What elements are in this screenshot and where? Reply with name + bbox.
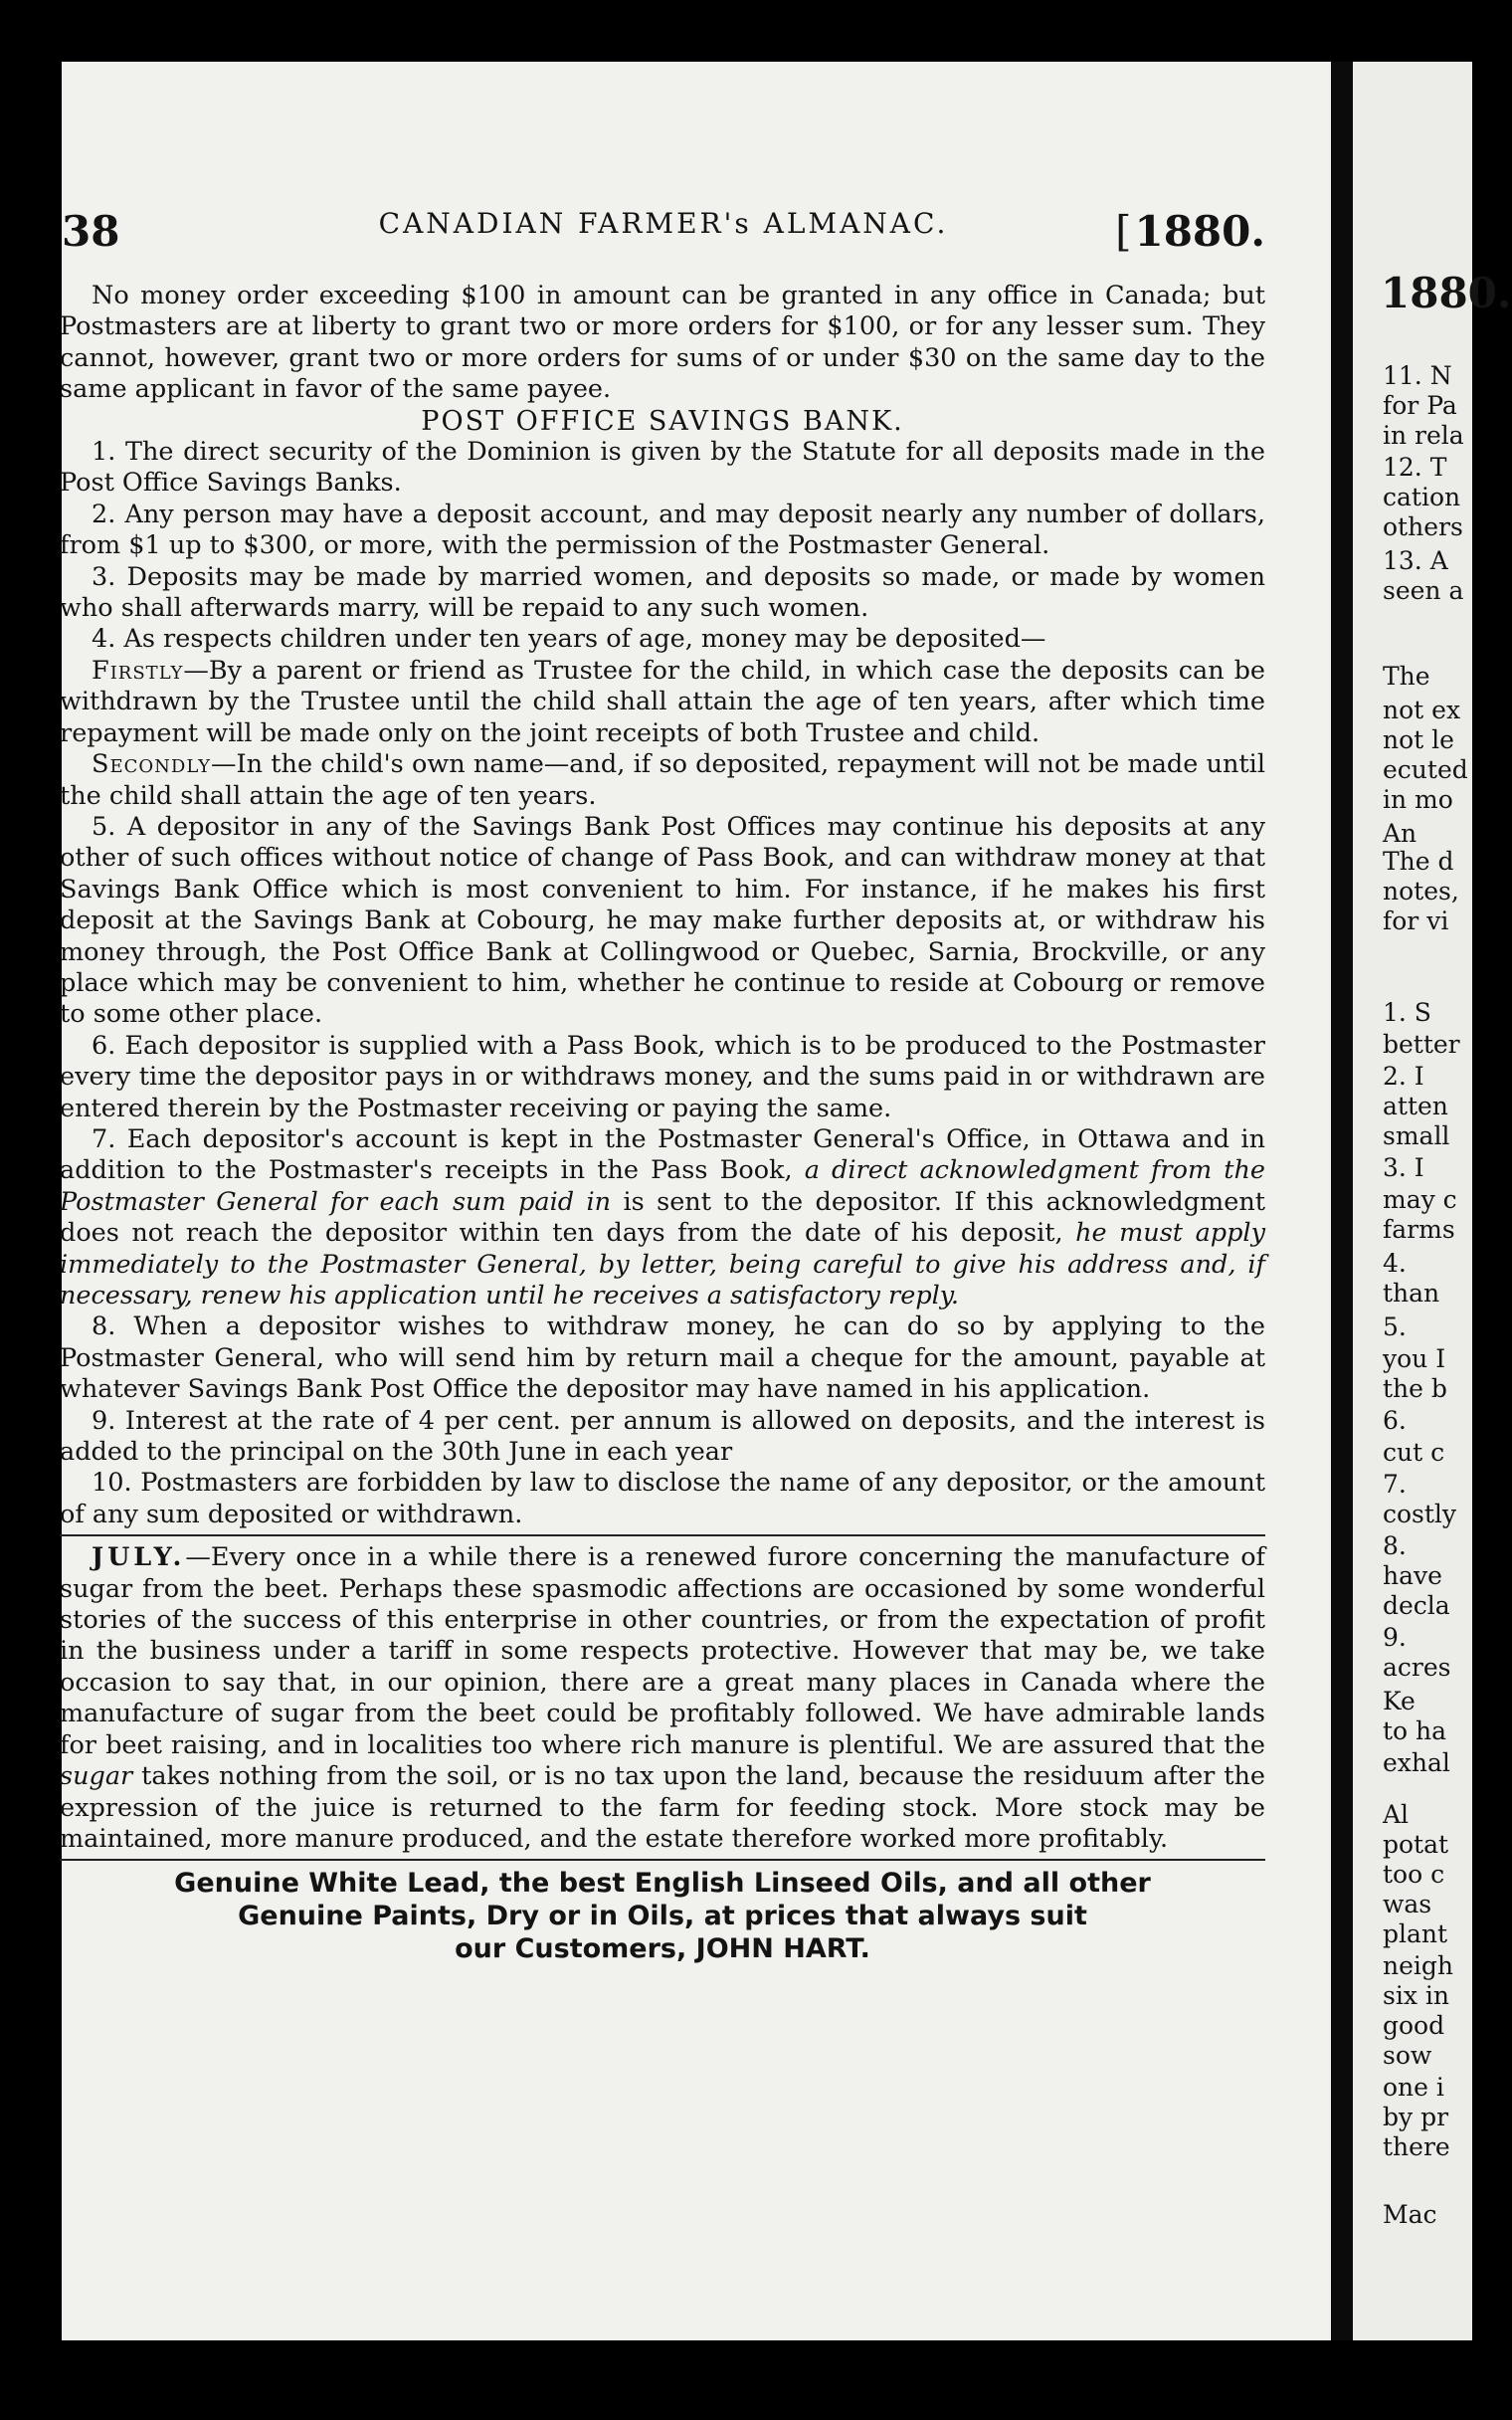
facing-page-strip [1353, 62, 1512, 2340]
page-number: 38 [62, 207, 120, 256]
facing-page-fragment: 8. [1383, 1531, 1407, 1560]
rule-7-part-c: is sent to the depositor. If this acknowledgment does not reach the depositor within ten days from the date of his deposit, [60, 1186, 1265, 1249]
firstly-label: Firstly [92, 655, 184, 686]
facing-page-fragment: six in [1383, 1981, 1449, 2010]
secondly-text: —In the child's own name—and, if so deposited, repayment will not be made until the child shall attain the age of ten years. [60, 749, 1265, 811]
facing-page-fragment: 11. N [1383, 361, 1452, 390]
facing-page-fragment: too c [1383, 1860, 1445, 1889]
rule-7-italic-a: a direct acknowledgment from the Postmaster General for each sum paid in [60, 1155, 1266, 1217]
facing-page-fragment: have [1383, 1561, 1442, 1590]
facing-page-fragment: plant [1383, 1919, 1448, 1948]
rule-10: 10. Postmasters are forbidden by law to disclose the name of any depositor, or the amount of any sum deposited or withdrawn. [60, 1468, 1265, 1529]
facing-page-fragment: for vi [1383, 907, 1449, 935]
rule-9: 9. Interest at the rate of 4 per cent. per annum is allowed on deposits, and the interest is added to the principal on the 30th June in each year [60, 1405, 1265, 1468]
rule-5: 5. A depositor in any of the Savings Bank Post Offices may continue his deposits at any other of such offices without notice of change of Pass Book, and can withdraw money at that Savings Bank Office which is most convenient to him. For instance, if he makes his first deposit at the Savings Bank at Cobourg, he may make further deposits at, or withdraw his money through, the Post Office Bank at Collingwood or Quebec, Sarnia, Brockville, or any place which may be convenient to him, whether he continue to reside at Cobourg or remove to some other place. [60, 811, 1265, 1030]
facing-page-fragment: atten [1383, 1092, 1448, 1120]
facing-page-fragment: one i [1383, 2073, 1444, 2102]
facing-page-fragment: farms [1383, 1215, 1455, 1244]
facing-page-fragment: the b [1383, 1374, 1447, 1403]
facing-page-year: 1880. [1381, 269, 1512, 317]
facing-page-fragment: The [1383, 662, 1430, 691]
facing-page-fragment: not le [1383, 725, 1454, 754]
facing-page-fragment: by pr [1383, 2103, 1449, 2131]
facing-page-fragment: neigh [1383, 1951, 1453, 1980]
facing-page-fragment: 7. [1383, 1470, 1407, 1499]
facing-page-fragment: cut c [1383, 1438, 1445, 1467]
july-label: JULY. [92, 1542, 186, 1573]
facing-page-fragment: may c [1383, 1185, 1457, 1214]
facing-page-fragment: costly [1383, 1500, 1457, 1528]
facing-page-fragment: seen a [1383, 576, 1464, 605]
july-text-c: takes nothing from the soil, or is no tax upon the land, because the residuum after the expression of the juice is returned to the farm for feeding stock. More stock may be maintained, more manure produced, and the estate therefore worked more profitably. [60, 1761, 1265, 1854]
rule-8: 8. When a depositor wishes to withdraw money, he can do so by applying to the Postmaster General, who will send him by return mail a cheque for the amount, payable at whatever Savings Bank Post Office the depositor may have named in his application. [60, 1311, 1265, 1405]
july-paragraph [60, 1542, 1265, 1855]
facing-page-fragment: better [1383, 1030, 1460, 1059]
rule-4-secondly [60, 749, 1265, 812]
rule-6: 6. Each depositor is supplied with a Pass Book, which is to be produced to the Postmaster every time the depositor pays in or withdraws money, and the sums paid in or withdrawn are entered therein by the Postmaster receiving or paying the same. [60, 1030, 1265, 1123]
facing-page-fragment: Ke [1383, 1687, 1416, 1715]
facing-page-fragment: cation [1383, 483, 1461, 511]
facing-page-fragment: 2. I [1383, 1062, 1424, 1091]
facing-page-fragment: 1. S [1383, 998, 1431, 1027]
divider-rule [60, 1534, 1265, 1536]
facing-page-fragment: 3. I [1383, 1153, 1424, 1182]
running-header [62, 207, 1265, 261]
facing-page-fragment: 13. A [1383, 546, 1448, 575]
advert-line-2: Genuine Paints, Dry or in Oils, at prices that always suit [238, 1901, 1087, 1932]
july-text-sugar: sugar [60, 1761, 133, 1792]
divider-rule-2 [60, 1859, 1265, 1861]
facing-page-fragment: in mo [1383, 785, 1453, 814]
july-text-a: —Every once in a while there is a renewed furore concerning the manufacture of sugar from the beet. Perhaps these spasmodic affections are occasioned by some wonderful stories of the success of this enterprise in other countries, or from the expectation of profit in the business under a tariff in some respects protective. However that may be, we take occasion to say that, in our opinion, there are a great many places in Canada where the manufacture of sugar from the beet could be profitably followed. We have admirable lands for beet raising, and in localities too where rich manure is plentiful. We are assured that the [60, 1542, 1265, 1760]
facing-page-fragment: notes, [1383, 877, 1459, 906]
facing-page-fragment: The d [1383, 847, 1454, 876]
page-body [60, 281, 1265, 1965]
facing-page-fragment: sow [1383, 2041, 1432, 2070]
facing-page-fragment: others [1383, 512, 1463, 541]
facing-page-fragment: 12. T [1383, 453, 1447, 482]
section-heading: POST OFFICE SAVINGS BANK. [421, 405, 904, 437]
facing-page-fragment: for Pa [1383, 391, 1457, 420]
facing-page-fragment: exhal [1383, 1748, 1450, 1777]
facing-page-fragment: 4. [1383, 1249, 1407, 1278]
rule-7 [60, 1124, 1265, 1311]
rule-4-firstly [60, 656, 1265, 749]
facing-page-fragment: was [1383, 1890, 1432, 1918]
rule-7-italic-d: he must apply immediately to the Postmaster General, by letter, being careful to give his address and, if necessary, renew his application until he receives a satisfactory reply. [60, 1218, 1265, 1311]
facing-page-fragment: ecuted [1383, 755, 1468, 784]
rule-2: 2. Any person may have a deposit account, and may deposit nearly any number of dollars, from $1 up to $300, or more, with the permission of the Postmaster General. [60, 499, 1265, 561]
facing-page-fragment: An [1383, 819, 1418, 848]
facing-page-fragment: good [1383, 2011, 1445, 2040]
facing-page-fragment: acres [1383, 1653, 1451, 1682]
facing-page-fragment: potat [1383, 1830, 1449, 1859]
firstly-text: —By a parent or friend as Trustee for the child, in which case the deposits can be withdrawn by the Trustee until the child shall attain the age of ten years, after which time repayment will be made only on the joint receipts of both Trustee and child. [60, 655, 1265, 748]
facing-page-fragment: Mac [1383, 2200, 1437, 2229]
advert-line-1: Genuine White Lead, the best English Linseed Oils, and all other [174, 1868, 1151, 1900]
facing-page-fragment: 9. [1383, 1623, 1407, 1652]
book-gutter [1331, 62, 1353, 2340]
facing-page-fragment: small [1383, 1121, 1450, 1150]
rule-7-part-a: 7. Each depositor's account is kept in the Postmaster General's Office, in Ottawa and in addition to the Postmaster's receipts in the Pass Book, [60, 1123, 1265, 1186]
facing-page-fragment: Al [1383, 1800, 1410, 1829]
secondly-label: Secondly [92, 749, 212, 780]
money-order-paragraph: No money order exceeding $100 in amount can be granted in any office in Canada; but Postmasters are at liberty to grant two or more orders for $100, or for any lesser sum. They cannot, however, grant two or more orders for sums of or under $30 on the same day to the same applicant in favor of the same payee. [60, 281, 1265, 405]
facing-page-fragment: 5. [1383, 1312, 1407, 1341]
facing-page-fragment: decla [1383, 1591, 1450, 1620]
facing-page-fragment: there [1383, 2132, 1450, 2161]
facing-page-fragment: not ex [1383, 696, 1461, 724]
facing-page-fragment: than [1383, 1279, 1440, 1308]
running-title: CANADIAN FARMER's ALMANAC. [378, 207, 949, 240]
facing-page-fragment: in rela [1383, 421, 1464, 450]
advert-line-3: our Customers, JOHN HART. [455, 1933, 870, 1965]
rule-3: 3. Deposits may be made by married women, and deposits so made, or made by women who shall afterwards marry, will be repaid to any such women. [60, 561, 1265, 624]
facing-page-fragment: you I [1383, 1344, 1446, 1373]
facing-page-fragment: 6. [1383, 1406, 1407, 1435]
rule-1: 1. The direct security of the Dominion is given by the Statute for all deposits made in the Post Office Savings Banks. [60, 437, 1265, 499]
facing-page-fragment: to ha [1383, 1716, 1447, 1745]
rule-4: 4. As respects children under ten years of age, money may be deposited— [92, 624, 1046, 655]
header-year: [ 1880. [1115, 207, 1265, 256]
